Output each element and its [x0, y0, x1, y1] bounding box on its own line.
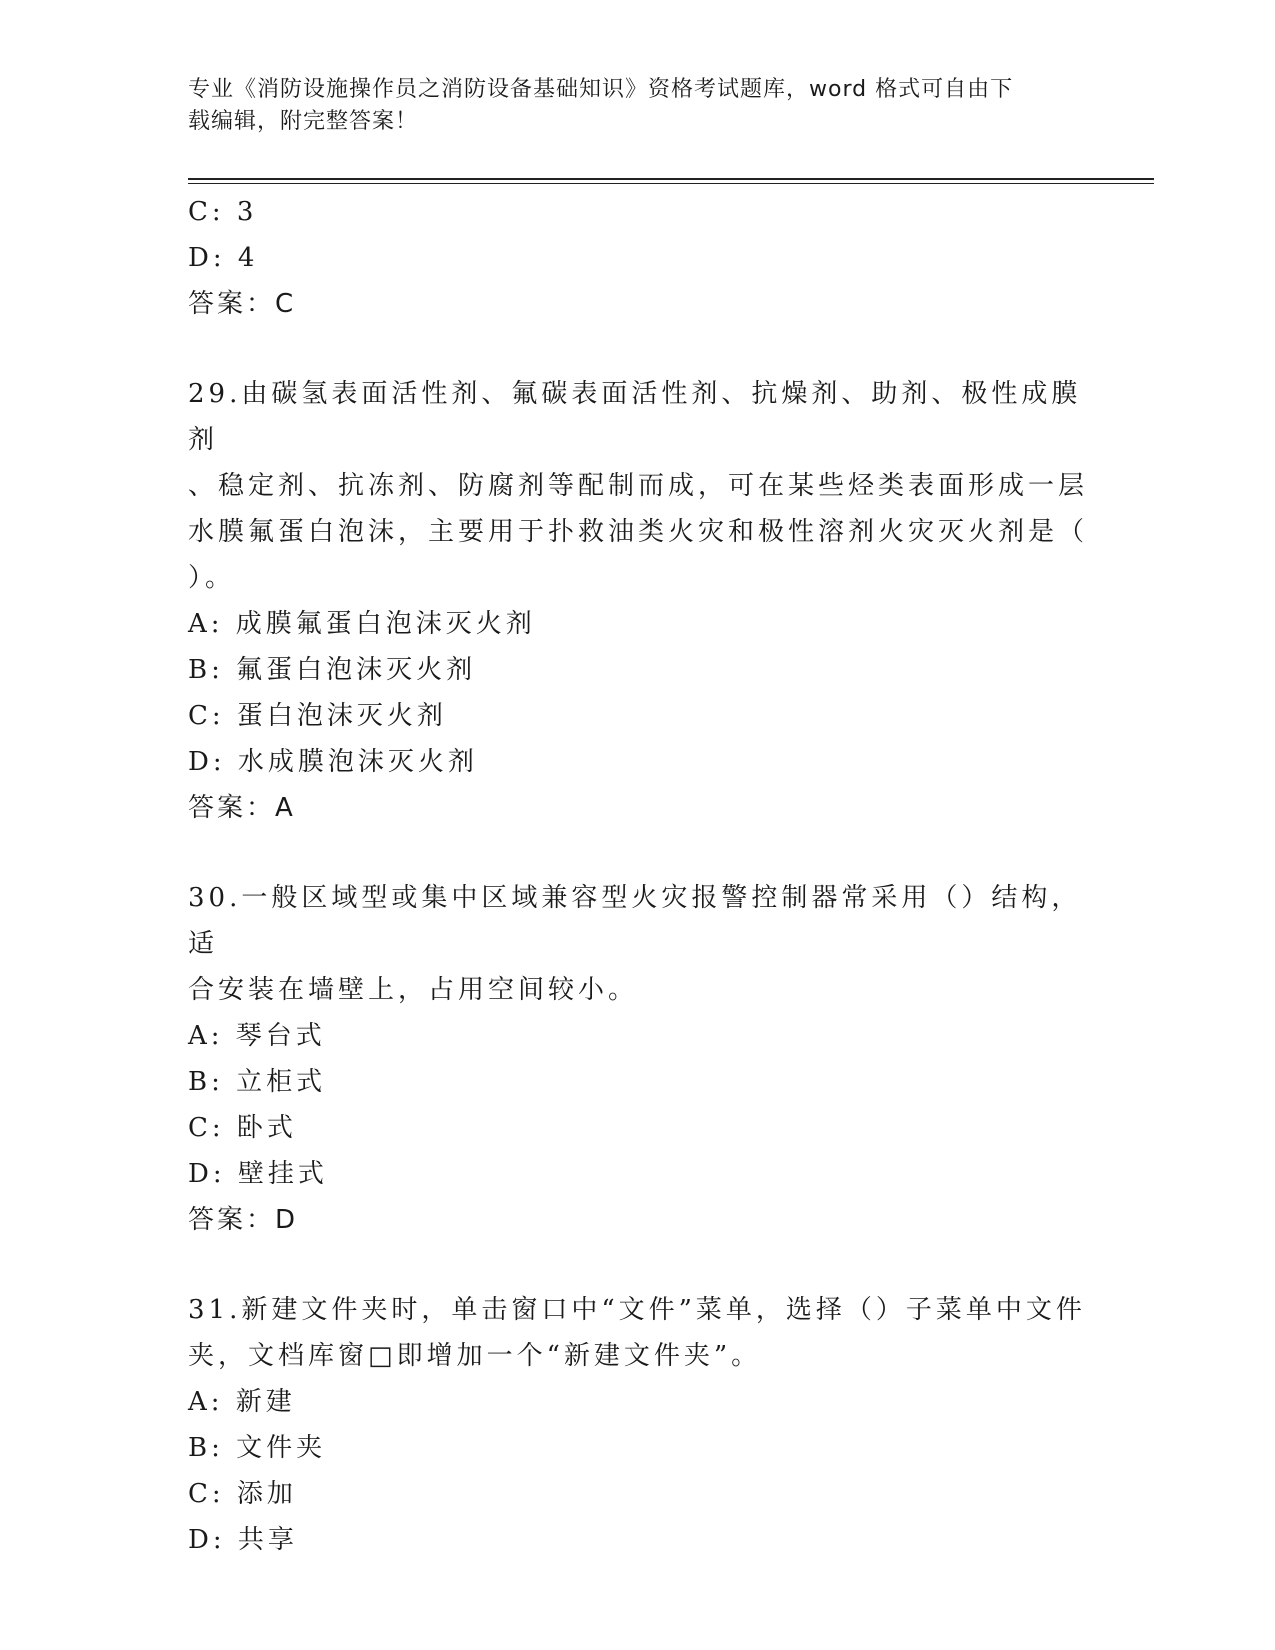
question-stem — [188, 875, 1088, 1013]
option-a: A: 琴台式 — [188, 1021, 326, 1051]
option-b: B: 氟蛋白泡沫灭火剂 — [188, 655, 477, 685]
question-list — [188, 189, 1088, 1563]
answer-line: 答案：D — [188, 1205, 299, 1235]
stem-line: 29.由碳氢表面活性剂、氟碳表面活性剂、抗燥剂、助剂、极性成膜剂 — [188, 379, 1082, 455]
stem-line: 30.一般区域型或集中区域兼容型火灾报警控制器常采用（）结构，适 — [188, 883, 1082, 959]
stem-line: 合安装在墙壁上，占用空间较小。 — [188, 975, 639, 1005]
option-c: C: 蛋白泡沫灭火剂 — [188, 701, 447, 731]
stem-line: 夹，文档库窗□即增加一个“新建文件夹”。 — [188, 1341, 762, 1371]
question-stem — [188, 1287, 1088, 1379]
option-b: B: 立柜式 — [188, 1067, 327, 1097]
option-c: C: 3 — [188, 197, 258, 227]
question-29 — [188, 371, 1088, 831]
option-b: B: 文件夹 — [188, 1433, 327, 1463]
option-c: C: 卧式 — [188, 1113, 297, 1143]
option-c: C: 添加 — [188, 1479, 297, 1509]
question-stem — [188, 371, 1088, 601]
question-31 — [188, 1287, 1088, 1563]
header-divider-thick — [188, 178, 1154, 180]
header-line-1: 专业《消防设施操作员之消防设备基础知识》资格考试题库，word 格式可自由下 — [188, 77, 1014, 102]
stem-line: ）。 — [188, 563, 236, 593]
option-a: A: 新建 — [188, 1387, 296, 1417]
option-a: A: 成膜氟蛋白泡沫灭火剂 — [188, 609, 536, 639]
answer-line: 答案：A — [188, 793, 296, 823]
option-d: D: 4 — [188, 243, 259, 273]
stem-line: 、稳定剂、抗冻剂、防腐剂等配制而成，可在某些烃类表面形成一层 — [188, 471, 1089, 501]
option-d: D: 水成膜泡沫灭火剂 — [188, 747, 478, 777]
option-d: D: 壁挂式 — [188, 1159, 328, 1189]
header-divider-thin — [188, 183, 1154, 184]
stem-line: 31.新建文件夹时，单击窗口中“文件”菜单，选择（）子菜单中文件 — [188, 1295, 1086, 1325]
carryover-block — [188, 189, 1088, 327]
page-header — [188, 74, 1088, 138]
answer-line: 答案：C — [188, 289, 297, 319]
question-30 — [188, 875, 1088, 1243]
header-line-2: 载编辑，附完整答案！ — [188, 109, 419, 134]
stem-line: 水膜氟蛋白泡沫，主要用于扑救油类火灾和极性溶剂火灾灭火剂是（ — [188, 517, 1089, 547]
option-d: D: 共享 — [188, 1525, 298, 1555]
